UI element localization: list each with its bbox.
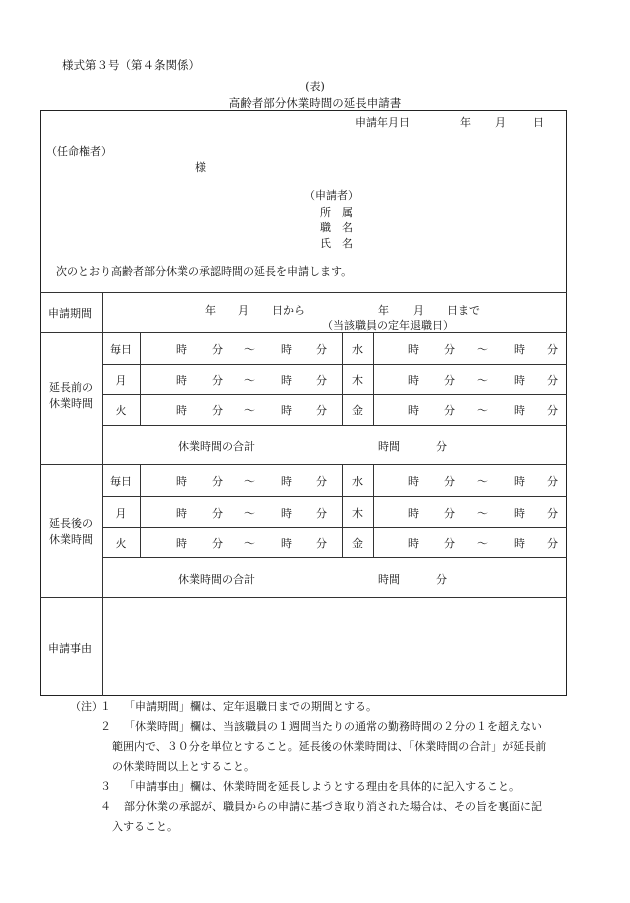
time-tilde: ～ xyxy=(477,374,488,387)
time-hour: 時 xyxy=(281,507,292,520)
notes-prefix: （注） xyxy=(70,700,103,713)
date-month: 月 xyxy=(495,116,506,129)
time-hour: 時 xyxy=(408,343,419,356)
before-extension-label: 延長前の 休業時間 xyxy=(49,381,93,410)
note-4-text-line2: 入すること。 xyxy=(112,820,178,833)
divider-after-row1 xyxy=(102,496,567,497)
before-day-divider-right xyxy=(373,332,374,425)
time-hour: 時 xyxy=(281,404,292,417)
time-minute: 分 xyxy=(444,537,455,550)
document-title: 高齢者部分休業時間の延長申請書 xyxy=(228,96,402,110)
time-minute: 分 xyxy=(547,537,558,550)
time-minute: 分 xyxy=(212,507,223,520)
before-day-daily: 毎日 xyxy=(110,343,132,356)
time-minute: 分 xyxy=(547,343,558,356)
after-total-hours: 時間 xyxy=(378,573,400,586)
divider-after-row3 xyxy=(102,557,567,558)
period-to-day: 日まで xyxy=(447,304,480,317)
time-minute: 分 xyxy=(444,343,455,356)
time-hour: 時 xyxy=(176,475,187,488)
time-hour: 時 xyxy=(176,343,187,356)
before-day-fri: 金 xyxy=(352,404,363,417)
reason-field[interactable] xyxy=(106,601,562,691)
time-tilde: ～ xyxy=(244,475,255,488)
note-3-number: ３ xyxy=(100,780,111,793)
time-minute: 分 xyxy=(547,475,558,488)
before-total-hours: 時間 xyxy=(378,440,400,453)
application-date-label: 申請年月日 xyxy=(355,116,410,129)
name-label: 氏 名 xyxy=(320,237,353,250)
time-minute: 分 xyxy=(444,374,455,387)
period-from-month: 月 xyxy=(238,304,249,317)
note-1-text: 「申請期間」欄は、定年退職日までの期間とする。 xyxy=(124,700,377,713)
time-tilde: ～ xyxy=(477,343,488,356)
divider-applicant-period xyxy=(40,292,567,293)
divider-after-reason xyxy=(40,597,567,598)
time-hour: 時 xyxy=(176,537,187,550)
time-hour: 時 xyxy=(281,475,292,488)
time-minute: 分 xyxy=(547,507,558,520)
retirement-date-note: （当該職員の定年退職日） xyxy=(322,319,454,332)
note-2-number: ２ xyxy=(100,720,111,733)
time-minute: 分 xyxy=(316,404,327,417)
time-minute: 分 xyxy=(316,475,327,488)
after-day-mon: 月 xyxy=(115,507,127,520)
time-hour: 時 xyxy=(408,507,419,520)
note-3-text: 「申請事由」欄は、休業時間を延長しようとする理由を具体的に記入すること。 xyxy=(124,780,520,793)
time-tilde: ～ xyxy=(477,507,488,520)
note-2-text-line2: 範囲内で、３０分を単位とすること。延長後の休業時間は、「休業時間の合計」が延長前 xyxy=(112,740,547,753)
front-side-mark: (表) xyxy=(305,80,325,93)
divider-before-row2 xyxy=(102,394,567,395)
time-hour: 時 xyxy=(408,475,419,488)
divider-after-row2 xyxy=(102,527,567,528)
after-extension-label: 延長後の 休業時間 xyxy=(49,517,93,546)
after-total-minutes: 分 xyxy=(436,573,447,586)
time-hour: 時 xyxy=(281,537,292,550)
time-hour: 時 xyxy=(281,343,292,356)
after-day-divider-right xyxy=(373,464,374,557)
divider-before-row1 xyxy=(102,364,567,365)
honorific-sama: 様 xyxy=(195,161,206,174)
after-day-thu: 木 xyxy=(352,507,363,520)
appointer-label: （任命権者） xyxy=(46,145,112,158)
time-hour: 時 xyxy=(408,374,419,387)
date-year: 年 xyxy=(460,116,471,129)
time-tilde: ～ xyxy=(244,537,255,550)
time-minute: 分 xyxy=(444,507,455,520)
after-day-tue: 火 xyxy=(115,537,127,550)
period-label: 申請期間 xyxy=(48,307,92,320)
position-label: 職 名 xyxy=(320,221,353,234)
time-minute: 分 xyxy=(444,475,455,488)
time-minute: 分 xyxy=(212,374,223,387)
time-tilde: ～ xyxy=(244,374,255,387)
time-minute: 分 xyxy=(316,537,327,550)
time-minute: 分 xyxy=(212,475,223,488)
before-day-wed: 水 xyxy=(352,343,363,356)
time-minute: 分 xyxy=(444,404,455,417)
note-2-text-line3: の休業時間以上とすること。 xyxy=(112,760,255,773)
period-from-day: 日から xyxy=(272,304,305,317)
before-day-tue: 火 xyxy=(115,404,127,417)
time-minute: 分 xyxy=(547,374,558,387)
note-1-number: １ xyxy=(100,700,111,713)
note-4-number: ４ xyxy=(100,800,111,813)
time-tilde: ～ xyxy=(477,475,488,488)
before-day-divider-left xyxy=(140,332,141,425)
divider-period-before xyxy=(40,332,567,333)
time-minute: 分 xyxy=(316,374,327,387)
before-day-mon: 月 xyxy=(115,374,127,387)
time-tilde: ～ xyxy=(244,507,255,520)
application-statement: 次のとおり高齢者部分休業の承認時間の延長を申請します。 xyxy=(56,265,353,278)
affiliation-label: 所 属 xyxy=(320,206,353,219)
form-label: 様式第３号（第４条関係） xyxy=(62,58,200,72)
time-tilde: ～ xyxy=(244,404,255,417)
time-hour: 時 xyxy=(514,475,525,488)
applicant-label: （申請者） xyxy=(304,189,359,202)
time-hour: 時 xyxy=(408,404,419,417)
time-hour: 時 xyxy=(514,343,525,356)
time-hour: 時 xyxy=(176,374,187,387)
time-hour: 時 xyxy=(514,404,525,417)
reason-label: 申請事由 xyxy=(48,642,92,655)
time-minute: 分 xyxy=(547,404,558,417)
time-hour: 時 xyxy=(176,404,187,417)
time-hour: 時 xyxy=(514,374,525,387)
time-minute: 分 xyxy=(212,537,223,550)
time-minute: 分 xyxy=(212,343,223,356)
time-minute: 分 xyxy=(316,343,327,356)
period-to-month: 月 xyxy=(413,304,424,317)
time-hour: 時 xyxy=(408,537,419,550)
divider-before-after xyxy=(40,464,567,465)
time-tilde: ～ xyxy=(244,343,255,356)
time-minute: 分 xyxy=(316,507,327,520)
period-from-year: 年 xyxy=(205,304,216,317)
after-total-label: 休業時間の合計 xyxy=(178,573,255,586)
period-to-year: 年 xyxy=(378,304,389,317)
note-2-text-line1: 「休業時間」欄は、当該職員の１週間当たりの通常の勤務時間の２分の１を超えない xyxy=(124,720,542,733)
time-tilde: ～ xyxy=(477,537,488,550)
time-hour: 時 xyxy=(176,507,187,520)
before-day-thu: 木 xyxy=(352,374,363,387)
time-minute: 分 xyxy=(212,404,223,417)
after-day-daily: 毎日 xyxy=(110,475,132,488)
after-day-wed: 水 xyxy=(352,475,363,488)
time-hour: 時 xyxy=(281,374,292,387)
after-day-divider-left xyxy=(140,464,141,557)
divider-before-row3 xyxy=(102,425,567,426)
time-hour: 時 xyxy=(514,507,525,520)
after-day-fri: 金 xyxy=(352,537,363,550)
before-total-minutes: 分 xyxy=(436,440,447,453)
date-day: 日 xyxy=(533,116,544,129)
note-4-text-line1: 部分休業の承認が、職員からの申請に基づき取り消された場合は、その旨を裏面に記 xyxy=(124,800,542,813)
before-total-label: 休業時間の合計 xyxy=(178,440,255,453)
time-hour: 時 xyxy=(514,537,525,550)
time-tilde: ～ xyxy=(477,404,488,417)
